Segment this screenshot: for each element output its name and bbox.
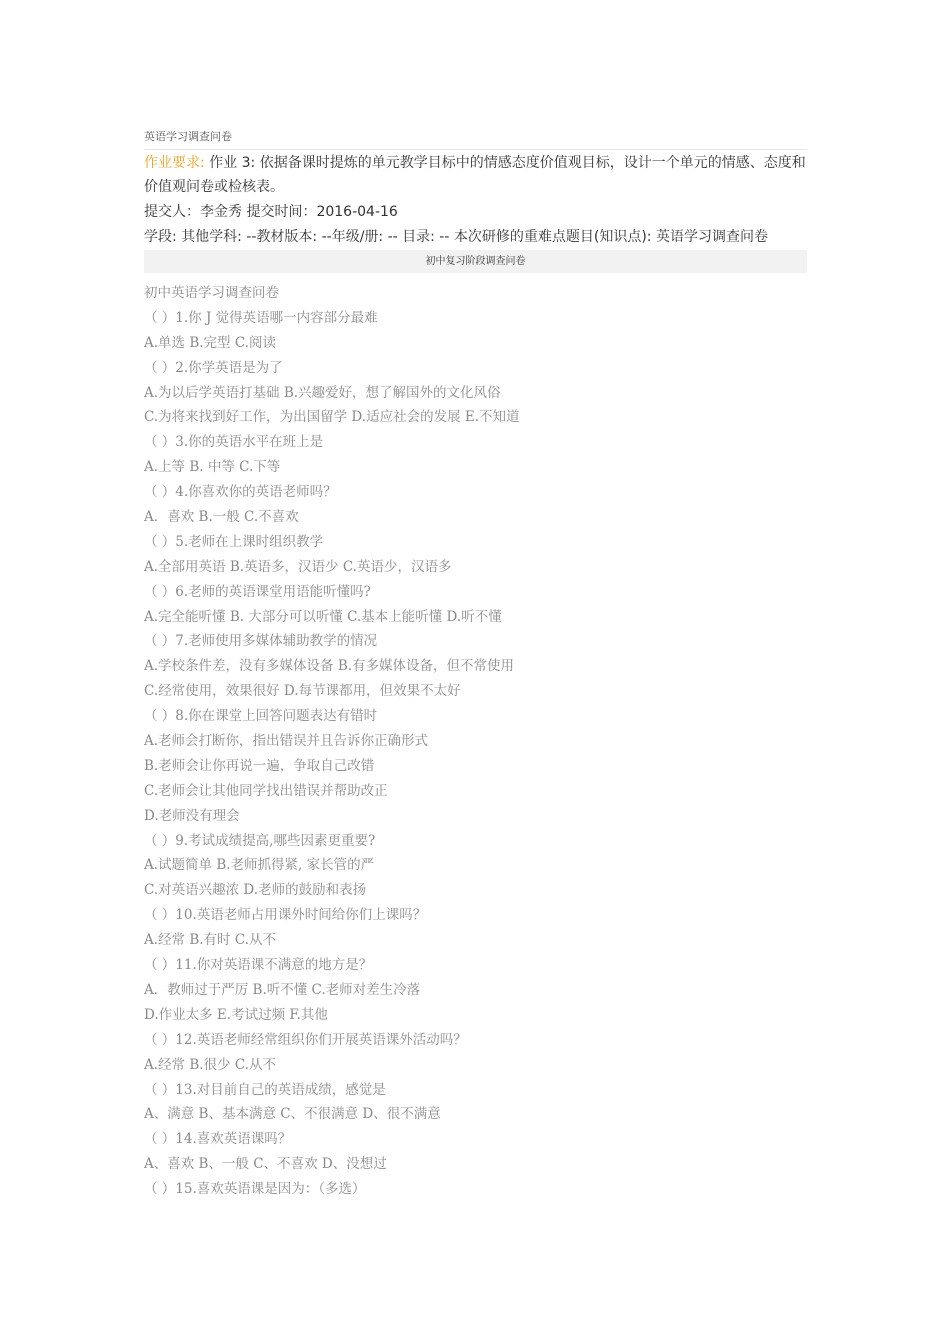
- survey-line: （ ）6.老师的英语课堂用语能听懂吗?: [144, 583, 371, 600]
- survey-line: A.学校条件差，没有多媒体设备 B.有多媒体设备，但不常使用: [144, 658, 515, 675]
- survey-line: A.单选 B.完型 C.阅读: [144, 334, 276, 351]
- survey-line: A.全部用英语 B.英语多，汉语少 C.英语少，汉语多: [144, 558, 452, 575]
- survey-line: （ ）7.老师使用多媒体辅助教学的情况: [144, 633, 378, 650]
- survey-line: （ ）9.考试成绩提高,哪些因素更重要?: [144, 832, 376, 849]
- survey-line: （ ）8.你在课堂上回答问题表达有错时: [144, 708, 378, 725]
- survey-line: （ ）11.你对英语课不满意的地方是？: [144, 957, 373, 974]
- survey-line: （ ）12.英语老师经常组织你们开展英语课外活动吗？: [144, 1031, 467, 1048]
- section-title-bar: 初中复习阶段调查问卷: [144, 250, 807, 273]
- submitter-line: 提交人：李金秀 提交时间：2016-04-16: [144, 204, 398, 220]
- survey-line: A.为以后学英语打基础 B.兴趣爱好，想了解国外的文化风俗: [144, 384, 501, 401]
- survey-line: （ ）5.老师在上课时组织教学: [144, 533, 324, 550]
- survey-line: C.老师会让其他同学找出错误并帮助改正: [144, 782, 388, 799]
- survey-line: A、喜欢 B、一般 C、不喜欢 D、没想过: [144, 1156, 387, 1173]
- survey-line: （ ）1.你 J 觉得英语哪一内容部分最难: [144, 309, 378, 326]
- survey-line: A.经常 B.很少 C.从不: [144, 1056, 276, 1073]
- survey-line: C.为将来找到好工作，为出国留学 D.适应社会的发展 E.不知道: [144, 409, 520, 426]
- document-top-title: 英语学习调查问卷: [144, 130, 232, 143]
- survey-body: [144, 281, 807, 1202]
- title-divider: [144, 149, 807, 150]
- requirement-label: 作业要求:: [144, 155, 205, 171]
- survey-line: （ ）10.英语老师占用课外时间给你们上课吗？: [144, 907, 427, 924]
- survey-line: A.老师会打断你，指出错误并且告诉你正确形式: [144, 733, 429, 750]
- survey-line: D.老师没有理会: [144, 807, 240, 824]
- survey-line: （ ）2.你学英语是为了: [144, 359, 283, 376]
- survey-line: C.对英语兴趣浓 D.老师的鼓励和表扬: [144, 882, 367, 899]
- survey-line: A.经常 B.有时 C.从不: [144, 932, 276, 949]
- survey-heading: 初中英语学习调查问卷: [144, 285, 279, 301]
- survey-line: （ ）15.喜欢英语课是因为：（多选）: [144, 1181, 366, 1198]
- survey-line: （ ）3.你的英语水平在班上是: [144, 434, 324, 451]
- survey-line: C.经常使用，效果很好 D.每节课都用，但效果不太好: [144, 683, 461, 700]
- survey-line: A、满意 B、基本满意 C、不很满意 D、很不满意: [144, 1106, 441, 1123]
- requirement-text: 作业 3: 依据备课时提炼的单元教学目标中的情感态度价值观目标，设计一个单元的情感、态度和价值观问卷或检核表。: [144, 155, 806, 195]
- survey-line: （ ）14.喜欢英语课吗？: [144, 1131, 292, 1148]
- survey-line: A.试题简单 B.老师抓得紧, 家长管的严: [144, 857, 375, 874]
- survey-line: （ ）13.对目前自己的英语成绩，感觉是: [144, 1081, 386, 1098]
- survey-line: A.上等 B. 中等 C.下等: [144, 459, 281, 476]
- survey-line: D.作业太多 E.考试过频 F.其他: [144, 1006, 328, 1023]
- assignment-requirement: [144, 151, 807, 199]
- survey-line: B.老师会让你再说一遍，争取自己改错: [144, 757, 375, 774]
- survey-line: （ ）4.你喜欢你的英语老师吗？: [144, 484, 337, 501]
- survey-line: A．喜欢 B.一般 C.不喜欢: [144, 509, 299, 526]
- course-info-line: 学段: 其他学科: --教材版本: --年级/册: -- 目录: -- 本次研修的重难点题目(知识点): 英语学习调查问卷: [144, 229, 768, 245]
- survey-line: A.完全能听懂 B. 大部分可以听懂 C.基本上能听懂 D.听不懂: [144, 608, 502, 625]
- survey-line: A．教师过于严厉 B.听不懂 C.老师对差生冷落: [144, 981, 421, 998]
